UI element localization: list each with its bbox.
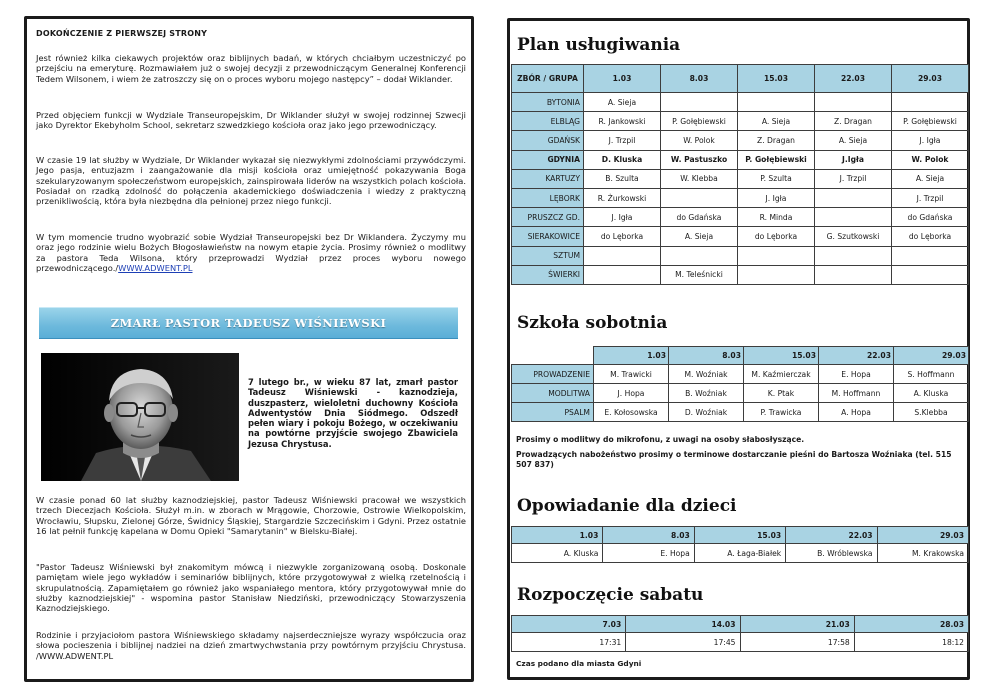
preacher-cell: J. Trzpil: [584, 131, 661, 150]
preacher-cell: B. Szulta: [584, 169, 661, 188]
preacher-cell: do Lęborka: [584, 227, 661, 246]
sabbath-date-header: 14.03: [626, 616, 740, 633]
article-paragraph: "Pastor Tadeusz Wiśniewski był znakomitym mówcą i niezwykle zorganizowaną osobą. Doskonale pamiętam wiele jego wykładów i seminariów biblijnych, które przygotowywał z wielką rzetelnością i skrupulatnością. Zapamiętałem go również jako wspaniałego mentora, który przygotowywał mnie do służby kaznodziejskiej" - wspomina pastor Stanisław Niedziński, przewodniczący Stowarzyszenia Kaznodziejskiego.: [36, 562, 466, 614]
sabbath-note: Czas podano dla miasta Gdyni: [516, 659, 642, 668]
preacher-cell: J.Igła: [815, 150, 892, 169]
preacher-cell: [738, 93, 815, 112]
preacher-cell: W. Polok: [661, 131, 738, 150]
preacher-cell: do Gdańska: [661, 208, 738, 227]
school-person-cell: S.Klebba: [894, 403, 969, 422]
plan-date-header: 29.03: [892, 65, 969, 93]
article-paragraph: Przed objęciem funkcji w Wydziale Transeuropejskim, Dr Wiklander służył w swojej rodzinnej Szwecji jako Dyrektor Ekebyholm School, sekretarz szwedzkiego kościoła oraz jako jego przewodniczący.: [36, 110, 466, 131]
preacher-cell: [892, 265, 969, 284]
preacher-cell: P. Szulta: [738, 169, 815, 188]
preacher-cell: G. Szutkowski: [815, 227, 892, 246]
table-row: [512, 265, 969, 284]
plan-date-header: 15.03: [738, 65, 815, 93]
congregation-name: LĘBORK: [512, 188, 584, 207]
table-row: [512, 112, 969, 131]
continuation-header: DOKOŃCZENIE Z PIERWSZEJ STRONY: [36, 29, 208, 38]
table-row: [512, 150, 969, 169]
preacher-cell: [815, 246, 892, 265]
school-person-cell: E. Kołosowska: [594, 403, 669, 422]
congregation-name: KARTUZY: [512, 169, 584, 188]
prayer-note: Prosimy o modlitwy do mikrofonu, z uwagi na osoby słabosłyszące.: [516, 435, 805, 444]
preacher-cell: [892, 93, 969, 112]
preacher-cell: [661, 246, 738, 265]
story-person-cell: A. Kluska: [512, 544, 603, 563]
sabbath-table: [511, 615, 969, 652]
preacher-cell: P. Gołębiewski: [892, 112, 969, 131]
school-role: PROWADZENIE: [512, 365, 594, 384]
school-table: [511, 346, 969, 422]
preacher-cell: R. Minda: [738, 208, 815, 227]
preacher-cell: M. Teleśnicki: [661, 265, 738, 284]
preacher-cell: A. Sieja: [738, 112, 815, 131]
school-date-header: 1.03: [594, 347, 669, 365]
preacher-cell: J. Trzpil: [815, 169, 892, 188]
preacher-cell: [584, 265, 661, 284]
table-row: [512, 365, 969, 384]
preacher-cell: R. Jankowski: [584, 112, 661, 131]
table-row: [512, 188, 969, 207]
story-date-header: 8.03: [603, 527, 694, 544]
preacher-cell: [661, 188, 738, 207]
obituary-lead: 7 lutego br., w wieku 87 lat, zmarł pastor Tadeusz Wiśniewski - kaznodzieja, duszpasterz, wieloletni duchowny Kościoła Adwentystów Dnia Siódmego. Odszedł pełen wiary i pokoju Bożego, w oczekiwaniu na powtórne przyjście swojego Zbawiciela Jezusa Chrystusa.: [248, 377, 458, 449]
school-title: Szkoła sobotnia: [517, 313, 668, 333]
pastor-portrait: [41, 353, 239, 481]
preacher-cell: [892, 246, 969, 265]
school-person-cell: M. Trawicki: [594, 365, 669, 384]
plan-date-header: 1.03: [584, 65, 661, 93]
school-role: PSALM: [512, 403, 594, 422]
plan-table: [511, 64, 969, 285]
preacher-cell: P. Gołębiewski: [738, 150, 815, 169]
story-person-cell: E. Hopa: [603, 544, 694, 563]
table-row: [512, 208, 969, 227]
preacher-cell: [815, 188, 892, 207]
sabbath-header-row: [512, 616, 969, 633]
preacher-cell: J. Trzpil: [892, 188, 969, 207]
preacher-cell: [738, 265, 815, 284]
preacher-cell: A. Sieja: [584, 93, 661, 112]
preacher-cell: [815, 93, 892, 112]
plan-date-header: 8.03: [661, 65, 738, 93]
article-paragraph-text: W tym momencie trudno wyobrazić sobie Wydział Transeuropejski bez Dr Wiklandera. Życzymy mu oraz jego rodzinie wielu Bożych Błogosławieństw na nowym etapie życia. Prosimy również o modlitwy za pastora Teda Wilsona, który przeprowadzi Wydział przez proces wyboru nowego przewodniczącego./: [36, 232, 466, 273]
school-corner-blank: [512, 347, 594, 365]
school-role: MODLITWA: [512, 384, 594, 403]
story-title: Opowiadanie dla dzieci: [517, 496, 737, 516]
preacher-cell: A. Sieja: [661, 227, 738, 246]
adwent-link[interactable]: WWW.ADWENT.PL: [118, 262, 193, 273]
table-row: [512, 227, 969, 246]
sabbath-time-cell: 18:12: [854, 633, 968, 652]
table-row: [512, 544, 969, 563]
preacher-cell: [584, 246, 661, 265]
school-header-row: [512, 347, 969, 365]
preacher-cell: A. Sieja: [815, 131, 892, 150]
story-table: [511, 526, 969, 563]
congregation-name: PRUSZCZ GD.: [512, 208, 584, 227]
preacher-cell: W. Polok: [892, 150, 969, 169]
story-person-cell: M. Krakowska: [877, 544, 968, 563]
preacher-cell: Z. Dragan: [815, 112, 892, 131]
story-date-header: 15.03: [694, 527, 785, 544]
table-row: [512, 93, 969, 112]
table-row: [512, 403, 969, 422]
plan-date-header: 22.03: [815, 65, 892, 93]
sabbath-time-cell: 17:58: [740, 633, 854, 652]
table-row: [512, 169, 969, 188]
preacher-cell: [815, 208, 892, 227]
plan-corner-header: ZBÓR / GRUPA: [512, 65, 584, 93]
sabbath-time-cell: 17:45: [626, 633, 740, 652]
school-person-cell: B. Woźniak: [669, 384, 744, 403]
preacher-cell: Z. Dragan: [738, 131, 815, 150]
article-paragraph: Rodzinie i przyjaciołom pastora Wiśniewskiego składamy najserdeczniejsze wyrazy współczucia oraz słowa pocieszenia i biblijnej nadziei na dzień zmartwychwstania przy powtórnym przyjściu Chrystusa. /WWW.ADWENT.PL: [36, 630, 466, 661]
preacher-cell: [661, 93, 738, 112]
congregation-name: ELBLĄG: [512, 112, 584, 131]
table-row: [512, 131, 969, 150]
school-person-cell: D. Woźniak: [669, 403, 744, 422]
school-person-cell: M. Hoffmann: [819, 384, 894, 403]
preacher-cell: A. Sieja: [892, 169, 969, 188]
school-person-cell: E. Hopa: [819, 365, 894, 384]
preacher-cell: P. Gołębiewski: [661, 112, 738, 131]
article-paragraph: Jest również kilka ciekawych projektów oraz biblijnych badań, w których chciałbym uczestniczyć po przejściu na emeryturę. Rozmawiałem już o swojej decyzji z przewodniczącym Generalnej Konferencji Tedem Wilsonem, i wiem że zatroszczy się on o proces wyboru mojego następcy” – dodał Wiklander.: [36, 53, 466, 84]
table-row: [512, 384, 969, 403]
right-page: [507, 18, 970, 680]
story-header-row: [512, 527, 969, 544]
preacher-cell: D. Kluska: [584, 150, 661, 169]
sabbath-date-header: 21.03: [740, 616, 854, 633]
school-person-cell: P. Trawicka: [744, 403, 819, 422]
story-person-cell: A. Łaga-Białek: [694, 544, 785, 563]
congregation-name: GDYNIA: [512, 150, 584, 169]
school-person-cell: M. Kaźmierczak: [744, 365, 819, 384]
congregation-name: BYTONIA: [512, 93, 584, 112]
preacher-cell: do Gdańska: [892, 208, 969, 227]
obituary-banner: [39, 307, 458, 339]
preacher-cell: [738, 246, 815, 265]
preacher-cell: [815, 265, 892, 284]
preacher-cell: W. Klebba: [661, 169, 738, 188]
article-paragraph: W czasie 19 lat służby w Wydziale, Dr Wiklander wykazał się niezwykłymi zdolnościami przywódczymi. Jego pasja, entuzjazm i zaangażowanie dla misji kościoła oraz umiejętność pokazywania Boga szekularyzowanym społeczeństwom europejskich, zainspirowała liderów na wszystkich polach kościoła. Posiadał on rzadką zdolność do połączenia akademickiego doświadczenia i wiedzy z praktyczną przenikliwością, która była niezbędna dla pełnionej przez niego funkcji.: [36, 155, 466, 207]
congregation-name: GDAŃSK: [512, 131, 584, 150]
school-person-cell: M. Woźniak: [669, 365, 744, 384]
songs-note: Prowadzących nabożeństwo prosimy o terminowe dostarczanie pieśni do Bartosza Woźniaka (tel. 515 507 837): [516, 450, 952, 469]
sabbath-title: Rozpoczęcie sabatu: [517, 585, 704, 605]
congregation-name: ŚWIERKI: [512, 265, 584, 284]
table-row: [512, 633, 969, 652]
table-row: [512, 246, 969, 265]
preacher-cell: J. Igła: [584, 208, 661, 227]
preacher-cell: J. Igła: [892, 131, 969, 150]
story-date-header: 29.03: [877, 527, 968, 544]
school-date-header: 22.03: [819, 347, 894, 365]
article-paragraph: W czasie ponad 60 lat służby kaznodziejskiej, pastor Tadeusz Wiśniewski pracował we wszystkich trzech Diecezjach Kościoła. Służył m.in. w zborach w Mrągowie, Chorzowie, Ostrowie Wielkopolskim, Wrocławiu, Słupsku, Zielonej Górze, Świdnicy Śląskiej, Stargardzie Szczecińskim i Gdyni. Przez ostatnie 16 lat pełnił funkcję kapelana w Domu Opieki "Samarytanin" w Bielsku-Białej.: [36, 495, 466, 536]
plan-title: Plan usługiwania: [517, 35, 681, 55]
obituary-banner-title: ZMARŁ PASTOR TADEUSZ WIŚNIEWSKI: [110, 316, 387, 330]
preacher-cell: do Lęborka: [738, 227, 815, 246]
school-person-cell: K. Ptak: [744, 384, 819, 403]
school-date-header: 15.03: [744, 347, 819, 365]
sabbath-date-header: 28.03: [854, 616, 968, 633]
school-date-header: 29.03: [894, 347, 969, 365]
school-date-header: 8.03: [669, 347, 744, 365]
article-paragraph: [36, 232, 466, 273]
congregation-name: SIERAKOWICE: [512, 227, 584, 246]
sabbath-date-header: 7.03: [512, 616, 626, 633]
school-person-cell: J. Hopa: [594, 384, 669, 403]
pastor-portrait-image: [41, 353, 239, 481]
left-page: [24, 16, 474, 682]
preacher-cell: J. Igła: [738, 188, 815, 207]
story-person-cell: B. Wróblewska: [786, 544, 877, 563]
preacher-cell: R. Żurkowski: [584, 188, 661, 207]
school-person-cell: A. Kluska: [894, 384, 969, 403]
story-date-header: 1.03: [512, 527, 603, 544]
school-person-cell: A. Hopa: [819, 403, 894, 422]
congregation-name: SZTUM: [512, 246, 584, 265]
preacher-cell: W. Pastuszko: [661, 150, 738, 169]
school-person-cell: S. Hoffmann: [894, 365, 969, 384]
sabbath-time-cell: 17:31: [512, 633, 626, 652]
plan-header-row: [512, 65, 969, 93]
story-date-header: 22.03: [786, 527, 877, 544]
preacher-cell: do Lęborka: [892, 227, 969, 246]
